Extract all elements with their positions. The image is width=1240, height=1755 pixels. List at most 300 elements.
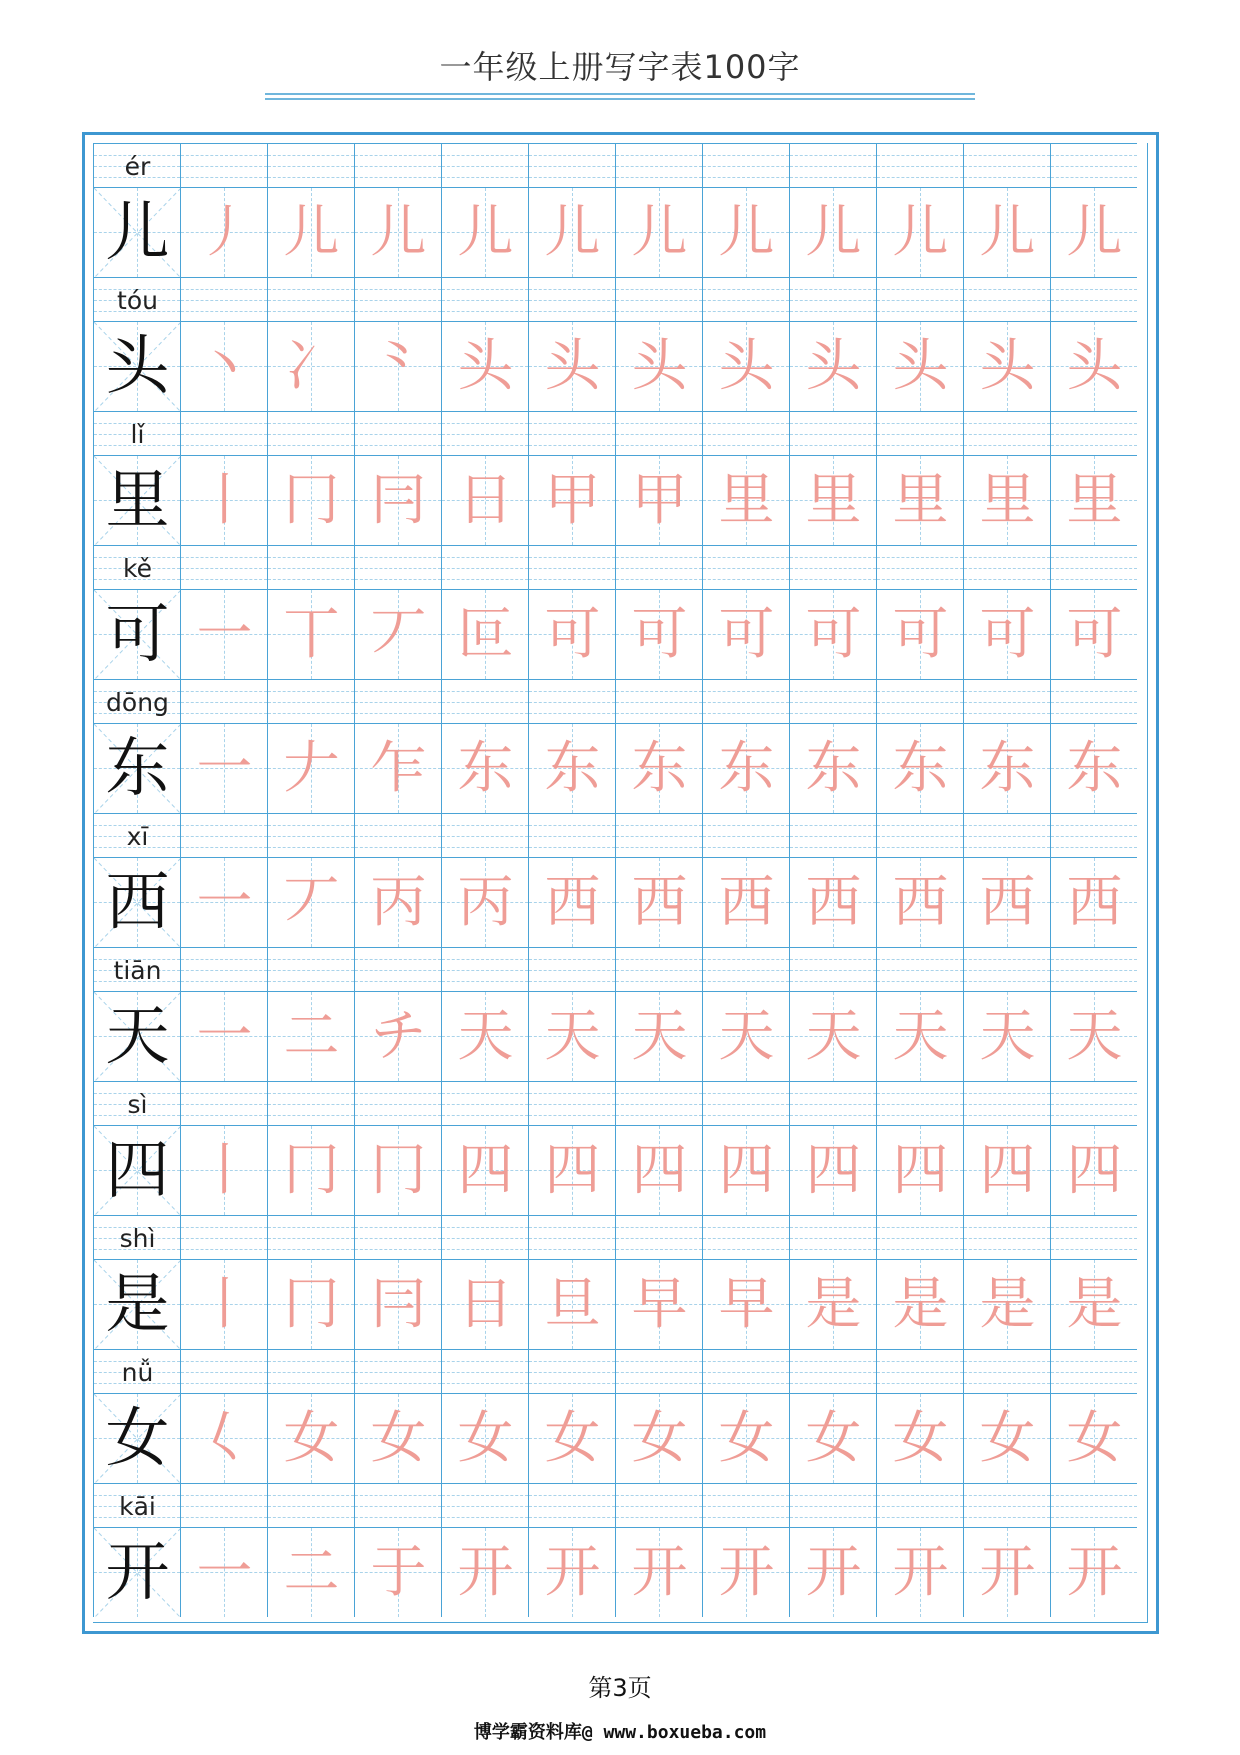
pinyin-cell[interactable] — [528, 545, 615, 589]
stroke-order-box[interactable] — [180, 589, 267, 679]
guide-line — [181, 300, 267, 301]
stroke-order-box[interactable] — [1050, 1393, 1137, 1483]
stroke-order-box[interactable] — [615, 723, 702, 813]
stroke-order-box[interactable] — [180, 187, 267, 277]
pinyin-cell[interactable] — [615, 947, 702, 991]
pinyin-cell[interactable] — [876, 947, 963, 991]
guide-line — [616, 1238, 702, 1239]
stroke-order-box[interactable] — [963, 455, 1050, 545]
pinyin-cell[interactable] — [528, 1349, 615, 1393]
guide-line — [529, 311, 615, 312]
stroke-order-box[interactable] — [876, 187, 963, 277]
stroke-order-box[interactable] — [876, 857, 963, 947]
stroke-order-box[interactable] — [354, 187, 441, 277]
stroke-order-box[interactable] — [267, 1393, 354, 1483]
stroke-order-box[interactable] — [441, 1259, 528, 1349]
pinyin-cell[interactable] — [267, 1349, 354, 1393]
pinyin-cell[interactable] — [876, 679, 963, 723]
stroke-order-box[interactable] — [789, 857, 876, 947]
pinyin-cell[interactable] — [1050, 545, 1137, 589]
stroke-order-box[interactable] — [441, 589, 528, 679]
stroke-order-box[interactable] — [267, 723, 354, 813]
guide-line — [616, 1093, 702, 1094]
pinyin-cell[interactable] — [702, 545, 789, 589]
pinyin-cell[interactable] — [789, 545, 876, 589]
pinyin-cell[interactable] — [615, 679, 702, 723]
pinyin-cell[interactable] — [528, 1215, 615, 1259]
pinyin-cell[interactable] — [441, 1081, 528, 1125]
pinyin-cell[interactable] — [441, 947, 528, 991]
guide-line — [181, 579, 267, 580]
pinyin-cell[interactable] — [876, 1081, 963, 1125]
stroke-order-box[interactable] — [702, 1527, 789, 1617]
stroke-step-character: 冂 — [283, 1272, 340, 1337]
pinyin-cell[interactable] — [615, 545, 702, 589]
guide-line — [181, 959, 267, 960]
model-character: 西 — [105, 866, 170, 940]
pinyin-cell[interactable] — [963, 1483, 1050, 1527]
stroke-order-box[interactable] — [615, 991, 702, 1081]
pinyin-cell[interactable] — [528, 1483, 615, 1527]
pinyin-cell[interactable] — [1050, 1483, 1137, 1527]
stroke-order-box[interactable] — [354, 857, 441, 947]
pinyin-cell[interactable] — [180, 1215, 267, 1259]
pinyin-cell[interactable] — [528, 411, 615, 455]
stroke-order-box[interactable] — [441, 857, 528, 947]
pinyin-cell[interactable] — [702, 947, 789, 991]
stroke-step-character: 四 — [718, 1138, 775, 1203]
pinyin-cell[interactable] — [615, 1349, 702, 1393]
stroke-order-box[interactable] — [1050, 1527, 1137, 1617]
pinyin-cell[interactable] — [1050, 411, 1137, 455]
stroke-order-box[interactable] — [963, 1393, 1050, 1483]
pinyin-cell[interactable] — [789, 813, 876, 857]
pinyin-cell[interactable] — [789, 679, 876, 723]
pinyin-cell[interactable] — [180, 813, 267, 857]
stroke-order-box[interactable] — [1050, 723, 1137, 813]
stroke-order-box[interactable] — [528, 1527, 615, 1617]
stroke-order-box[interactable] — [528, 1259, 615, 1349]
stroke-order-box[interactable] — [180, 321, 267, 411]
pinyin-cell[interactable] — [528, 947, 615, 991]
guide-line — [181, 423, 267, 424]
stroke-order-box[interactable] — [615, 857, 702, 947]
pinyin-cell[interactable] — [354, 1349, 441, 1393]
stroke-step-character: 女 — [631, 1406, 688, 1471]
pinyin-cell[interactable] — [876, 143, 963, 187]
stroke-order-box[interactable] — [702, 1259, 789, 1349]
stroke-order-box[interactable] — [528, 723, 615, 813]
stroke-order-box[interactable] — [702, 991, 789, 1081]
pinyin-cell[interactable] — [441, 143, 528, 187]
pinyin-cell[interactable] — [963, 813, 1050, 857]
stroke-order-box[interactable] — [615, 187, 702, 277]
pinyin-cell[interactable] — [180, 1349, 267, 1393]
pinyin-cell[interactable] — [354, 813, 441, 857]
pinyin-cell[interactable] — [441, 813, 528, 857]
guide-line — [790, 423, 876, 424]
stroke-step-character: 东 — [544, 736, 601, 801]
pinyin-cell[interactable] — [702, 679, 789, 723]
stroke-order-box[interactable] — [267, 589, 354, 679]
stroke-order-box[interactable] — [1050, 187, 1137, 277]
guide-line — [355, 825, 441, 826]
pinyin-label: kāi — [119, 1492, 156, 1521]
pinyin-cell[interactable] — [876, 411, 963, 455]
guide-line — [964, 1238, 1050, 1239]
pinyin-cell[interactable] — [876, 1215, 963, 1259]
guide-line — [703, 166, 789, 167]
stroke-order-box[interactable] — [876, 1125, 963, 1215]
stroke-order-box[interactable] — [267, 1125, 354, 1215]
stroke-order-box[interactable] — [267, 991, 354, 1081]
pinyin-cell[interactable] — [615, 813, 702, 857]
stroke-order-box[interactable] — [441, 187, 528, 277]
pinyin-cell[interactable] — [789, 947, 876, 991]
stroke-order-box[interactable] — [789, 723, 876, 813]
stroke-order-box[interactable] — [963, 1527, 1050, 1617]
stroke-order-box[interactable] — [267, 187, 354, 277]
pinyin-cell[interactable] — [963, 1349, 1050, 1393]
pinyin-cell[interactable] — [180, 1483, 267, 1527]
guide-line — [616, 1495, 702, 1496]
stroke-step-character: 可 — [979, 602, 1036, 667]
stroke-order-box[interactable] — [963, 321, 1050, 411]
stroke-order-box[interactable] — [441, 723, 528, 813]
stroke-order-box[interactable] — [876, 991, 963, 1081]
stroke-step-character: 早 — [631, 1272, 688, 1337]
pinyin-cell[interactable] — [963, 545, 1050, 589]
guide-line — [703, 1115, 789, 1116]
stroke-order-box[interactable] — [876, 1527, 963, 1617]
pinyin-cell[interactable] — [963, 143, 1050, 187]
stroke-step-character: 开 — [1066, 1540, 1123, 1605]
guide-line — [616, 1104, 702, 1105]
pinyin-cell[interactable] — [615, 1483, 702, 1527]
stroke-order-box[interactable] — [354, 723, 441, 813]
stroke-order-box[interactable] — [615, 455, 702, 545]
stroke-order-box[interactable] — [615, 589, 702, 679]
pinyin-cell[interactable] — [789, 411, 876, 455]
stroke-step-character: 东 — [892, 736, 949, 801]
stroke-order-box[interactable] — [615, 321, 702, 411]
stroke-order-box[interactable] — [789, 1125, 876, 1215]
guide-line — [529, 445, 615, 446]
pinyin-cell[interactable] — [354, 1081, 441, 1125]
pinyin-cell[interactable] — [441, 1483, 528, 1527]
stroke-order-box[interactable] — [354, 455, 441, 545]
stroke-order-box[interactable] — [702, 187, 789, 277]
guide-line — [703, 311, 789, 312]
stroke-order-box[interactable] — [789, 455, 876, 545]
pinyin-cell[interactable] — [441, 1349, 528, 1393]
stroke-order-box[interactable] — [528, 1125, 615, 1215]
stroke-order-box[interactable] — [1050, 1125, 1137, 1215]
guide-line — [790, 702, 876, 703]
pinyin-cell[interactable] — [789, 1081, 876, 1125]
stroke-order-box[interactable] — [354, 1259, 441, 1349]
stroke-order-box[interactable] — [702, 1125, 789, 1215]
stroke-order-box[interactable] — [528, 321, 615, 411]
pinyin-cell[interactable] — [876, 1483, 963, 1527]
pinyin-cell[interactable] — [180, 545, 267, 589]
stroke-order-box[interactable] — [876, 1259, 963, 1349]
pinyin-cell[interactable] — [267, 947, 354, 991]
stroke-step-character: 旦 — [544, 1272, 601, 1337]
pinyin-cell[interactable] — [789, 1215, 876, 1259]
stroke-order-box[interactable] — [354, 321, 441, 411]
stroke-order-box[interactable] — [702, 857, 789, 947]
stroke-order-box[interactable] — [702, 321, 789, 411]
stroke-order-box[interactable] — [789, 991, 876, 1081]
pinyin-cell[interactable] — [441, 411, 528, 455]
guide-line — [181, 557, 267, 558]
pinyin-cell[interactable] — [963, 411, 1050, 455]
pinyin-cell[interactable] — [702, 1483, 789, 1527]
stroke-order-box[interactable] — [267, 1527, 354, 1617]
stroke-order-box[interactable] — [180, 455, 267, 545]
stroke-order-box[interactable] — [789, 589, 876, 679]
pinyin-cell[interactable] — [963, 277, 1050, 321]
pinyin-cell[interactable] — [615, 411, 702, 455]
stroke-order-box[interactable] — [180, 1393, 267, 1483]
stroke-step-character: 儿 — [283, 200, 340, 265]
stroke-step-character: 是 — [805, 1272, 862, 1337]
pinyin-cell[interactable] — [615, 1215, 702, 1259]
guide-line — [1051, 702, 1137, 703]
stroke-order-box[interactable] — [1050, 455, 1137, 545]
pinyin-cell[interactable] — [702, 1215, 789, 1259]
pinyin-cell[interactable] — [876, 1349, 963, 1393]
pinyin-cell[interactable] — [615, 277, 702, 321]
pinyin-cell[interactable] — [180, 277, 267, 321]
pinyin-cell[interactable] — [963, 1081, 1050, 1125]
stroke-order-box[interactable] — [180, 723, 267, 813]
pinyin-cell[interactable] — [267, 143, 354, 187]
stroke-order-box[interactable] — [963, 1125, 1050, 1215]
pinyin-cell[interactable] — [354, 679, 441, 723]
pinyin-cell[interactable] — [1050, 1215, 1137, 1259]
pinyin-cell[interactable] — [876, 545, 963, 589]
stroke-order-box[interactable] — [1050, 589, 1137, 679]
stroke-order-box[interactable] — [963, 187, 1050, 277]
pinyin-cell[interactable] — [354, 545, 441, 589]
stroke-order-box[interactable] — [180, 857, 267, 947]
stroke-order-box[interactable] — [267, 321, 354, 411]
stroke-order-box[interactable] — [441, 1527, 528, 1617]
pinyin-cell[interactable] — [1050, 947, 1137, 991]
pinyin-cell[interactable] — [963, 947, 1050, 991]
stroke-order-box[interactable] — [354, 1393, 441, 1483]
stroke-order-box[interactable] — [789, 321, 876, 411]
stroke-order-box[interactable] — [963, 723, 1050, 813]
stroke-order-box[interactable] — [789, 187, 876, 277]
pinyin-cell[interactable] — [180, 143, 267, 187]
stroke-order-box[interactable] — [963, 1259, 1050, 1349]
stroke-order-box[interactable] — [1050, 1259, 1137, 1349]
guide-line — [877, 311, 963, 312]
stroke-step-character: 天 — [979, 1004, 1036, 1069]
guide-line — [355, 847, 441, 848]
pinyin-cell[interactable] — [1050, 1081, 1137, 1125]
stroke-order-box[interactable] — [615, 1393, 702, 1483]
pinyin-cell[interactable] — [1050, 679, 1137, 723]
stroke-step-character: 开 — [457, 1540, 514, 1605]
stroke-order-box[interactable] — [354, 991, 441, 1081]
stroke-order-box[interactable] — [441, 321, 528, 411]
pinyin-cell[interactable] — [354, 1215, 441, 1259]
guide-line — [790, 1227, 876, 1228]
stroke-order-box[interactable] — [1050, 991, 1137, 1081]
pinyin-cell[interactable] — [876, 813, 963, 857]
pinyin-cell[interactable] — [528, 143, 615, 187]
stroke-order-box[interactable] — [354, 1125, 441, 1215]
guide-line — [877, 981, 963, 982]
pinyin-cell[interactable] — [180, 1081, 267, 1125]
pinyin-cell[interactable] — [528, 679, 615, 723]
stroke-order-box[interactable] — [441, 1393, 528, 1483]
stroke-order-box[interactable] — [441, 991, 528, 1081]
stroke-order-box[interactable] — [702, 1393, 789, 1483]
guide-line — [442, 825, 528, 826]
stroke-order-box[interactable] — [528, 1393, 615, 1483]
pinyin-cell[interactable] — [354, 1483, 441, 1527]
stroke-order-box[interactable] — [267, 857, 354, 947]
stroke-order-box[interactable] — [1050, 857, 1137, 947]
stroke-step-character: 乍 — [370, 736, 427, 801]
guide-line — [964, 311, 1050, 312]
pinyin-cell[interactable] — [441, 679, 528, 723]
stroke-order-box[interactable] — [354, 589, 441, 679]
pinyin-cell[interactable] — [528, 813, 615, 857]
pinyin-cell[interactable] — [1050, 143, 1137, 187]
stroke-order-box[interactable] — [180, 1259, 267, 1349]
pinyin-cell[interactable] — [267, 545, 354, 589]
stroke-step-character: 一 — [196, 602, 253, 667]
stroke-order-box[interactable] — [528, 187, 615, 277]
pinyin-cell[interactable] — [1050, 813, 1137, 857]
stroke-step-character: 西 — [544, 870, 601, 935]
stroke-order-box[interactable] — [180, 1125, 267, 1215]
stroke-order-box[interactable] — [963, 589, 1050, 679]
guide-line — [877, 691, 963, 692]
guide-line — [616, 557, 702, 558]
pinyin-cell[interactable] — [180, 411, 267, 455]
pinyin-cell[interactable] — [789, 143, 876, 187]
stroke-order-box[interactable] — [876, 455, 963, 545]
stroke-order-box[interactable] — [180, 1527, 267, 1617]
pinyin-cell[interactable] — [702, 143, 789, 187]
stroke-order-box[interactable] — [528, 589, 615, 679]
guide-line — [616, 300, 702, 301]
stroke-order-box[interactable] — [267, 455, 354, 545]
stroke-order-box[interactable] — [789, 1259, 876, 1349]
pinyin-cell[interactable] — [789, 277, 876, 321]
guide-line — [790, 568, 876, 569]
stroke-order-box[interactable] — [441, 455, 528, 545]
pinyin-cell[interactable] — [702, 411, 789, 455]
stroke-order-box[interactable] — [528, 991, 615, 1081]
guide-line — [529, 1093, 615, 1094]
pinyin-cell[interactable] — [267, 679, 354, 723]
pinyin-cell[interactable] — [702, 1081, 789, 1125]
pinyin-cell[interactable] — [876, 277, 963, 321]
guide-line — [1051, 177, 1137, 178]
stroke-order-box[interactable] — [876, 723, 963, 813]
stroke-step-character: 头 — [631, 334, 688, 399]
pinyin-cell[interactable] — [963, 1215, 1050, 1259]
stroke-order-box[interactable] — [528, 857, 615, 947]
guide-line — [355, 568, 441, 569]
pinyin-cell[interactable] — [267, 813, 354, 857]
guide-line — [355, 1383, 441, 1384]
stroke-step-character: 可 — [718, 602, 775, 667]
stroke-order-box[interactable] — [615, 1125, 702, 1215]
pinyin-cell[interactable] — [528, 277, 615, 321]
guide-line — [442, 423, 528, 424]
pinyin-cell[interactable] — [528, 1081, 615, 1125]
pinyin-cell[interactable] — [354, 411, 441, 455]
pinyin-cell[interactable] — [441, 277, 528, 321]
pinyin-cell[interactable] — [702, 277, 789, 321]
pinyin-cell[interactable] — [963, 679, 1050, 723]
pinyin-cell[interactable] — [615, 143, 702, 187]
stroke-order-box[interactable] — [789, 1527, 876, 1617]
stroke-order-box[interactable] — [963, 857, 1050, 947]
pinyin-cell[interactable] — [1050, 1349, 1137, 1393]
guide-line — [355, 713, 441, 714]
guide-line — [964, 1227, 1050, 1228]
pinyin-cell[interactable] — [267, 411, 354, 455]
pinyin-cell[interactable] — [354, 277, 441, 321]
pinyin-cell[interactable] — [441, 545, 528, 589]
stroke-order-box[interactable] — [876, 1393, 963, 1483]
pinyin-cell[interactable] — [354, 947, 441, 991]
pinyin-cell[interactable] — [615, 1081, 702, 1125]
stroke-order-box[interactable] — [180, 991, 267, 1081]
stroke-order-box[interactable] — [702, 723, 789, 813]
stroke-order-box[interactable] — [876, 321, 963, 411]
stroke-order-box[interactable] — [1050, 321, 1137, 411]
pinyin-cell[interactable] — [789, 1349, 876, 1393]
guide-line — [703, 691, 789, 692]
pinyin-cell[interactable] — [180, 947, 267, 991]
stroke-order-box[interactable] — [702, 589, 789, 679]
pinyin-cell[interactable] — [789, 1483, 876, 1527]
pinyin-cell[interactable] — [267, 1483, 354, 1527]
pinyin-cell[interactable] — [267, 1081, 354, 1125]
stroke-order-box[interactable] — [702, 455, 789, 545]
stroke-order-box[interactable] — [528, 455, 615, 545]
pinyin-cell[interactable] — [180, 679, 267, 723]
stroke-order-box[interactable] — [441, 1125, 528, 1215]
pinyin-cell[interactable] — [441, 1215, 528, 1259]
pinyin-cell[interactable] — [267, 277, 354, 321]
stroke-order-box[interactable] — [789, 1393, 876, 1483]
pinyin-cell[interactable] — [267, 1215, 354, 1259]
pinyin-cell[interactable] — [1050, 277, 1137, 321]
stroke-order-box[interactable] — [615, 1527, 702, 1617]
stroke-order-box[interactable] — [615, 1259, 702, 1349]
stroke-order-box[interactable] — [963, 991, 1050, 1081]
stroke-order-box[interactable] — [354, 1527, 441, 1617]
stroke-order-box[interactable] — [267, 1259, 354, 1349]
stroke-step-character: 可 — [805, 602, 862, 667]
pinyin-cell[interactable] — [354, 143, 441, 187]
pinyin-cell[interactable] — [702, 1349, 789, 1393]
pinyin-cell[interactable] — [702, 813, 789, 857]
stroke-order-box[interactable] — [876, 589, 963, 679]
